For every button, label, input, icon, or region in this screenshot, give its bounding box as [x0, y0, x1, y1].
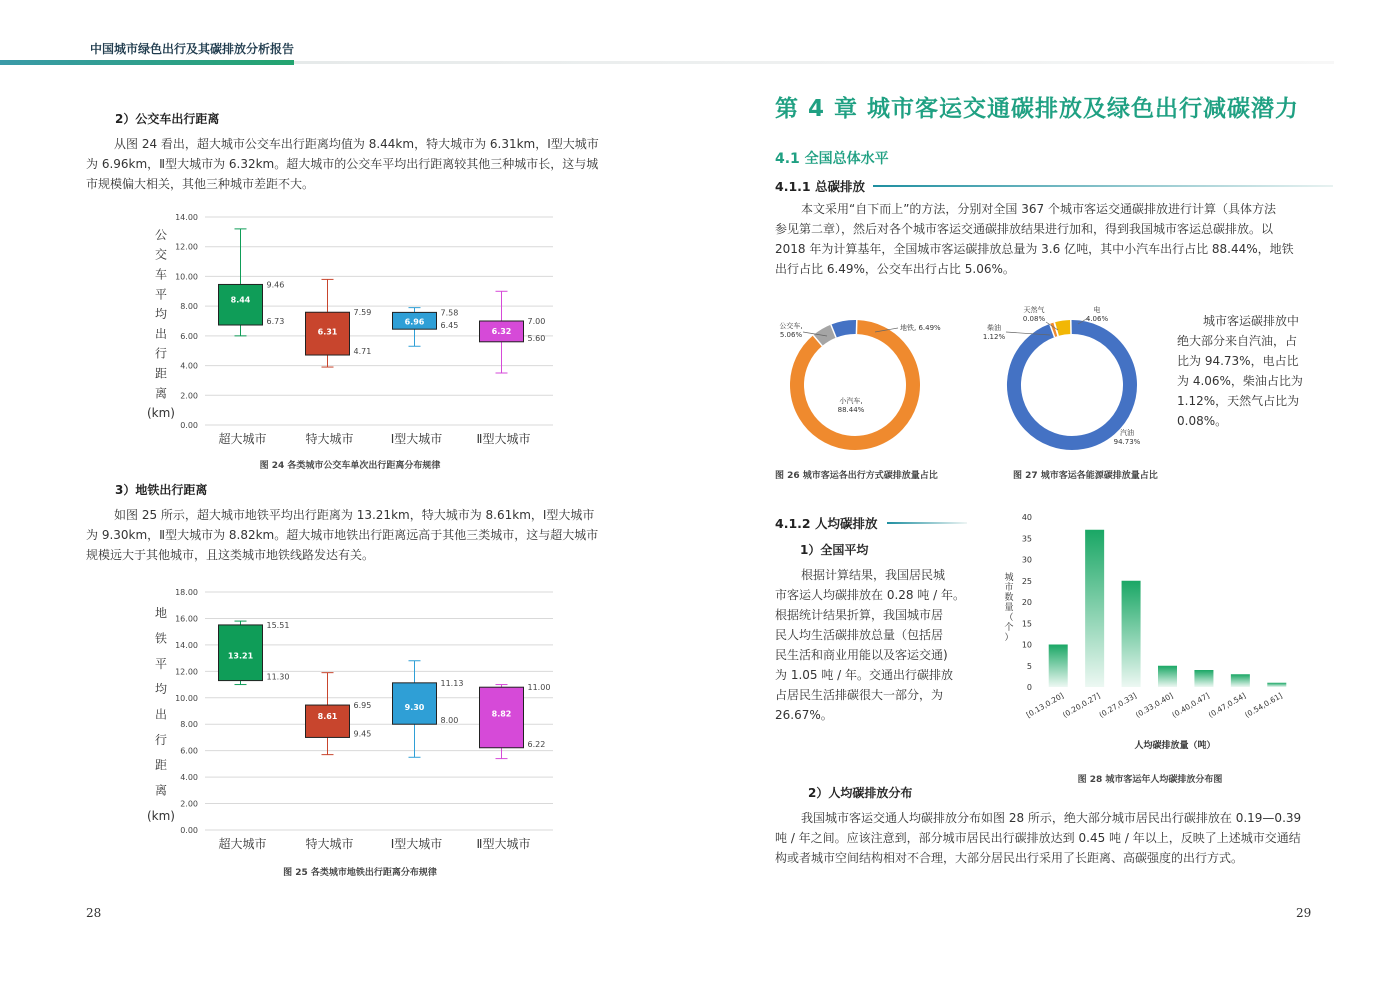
- y-axis-label-glyph: 行: [154, 346, 168, 361]
- slice-label-小汽车: 小汽车,: [839, 397, 863, 405]
- slice-label-电: 4.06%: [1085, 315, 1109, 323]
- metro-para-line-1: 如图 25 所示，超大城市地铁平均出行距离为 13.21km，特大城市为 8.61km，Ⅰ型大城市: [114, 508, 595, 522]
- dist-line-2: 吨 / 年之间。应该注意到，部分城市居民出行碳排放达到 0.45 吨 / 年以上，反映了上述城市交通结: [775, 831, 1301, 845]
- fig24-boxplot: [140, 205, 570, 450]
- y-axis-label-glyph: 距: [154, 758, 168, 773]
- slice-label-小汽车: 88.44%: [837, 406, 865, 414]
- x-category-label: 超大城市: [218, 432, 267, 446]
- pc-line-1: 根据计算结果，我国居民城: [801, 568, 946, 582]
- y-tick-label: 0.00: [180, 421, 198, 430]
- y-axis-label-glyph: 铁: [154, 631, 168, 646]
- slice-label-天然气: 天然气: [1023, 306, 1045, 314]
- section-4-1-title: 4.1 全国总体水平: [775, 151, 889, 167]
- q3-label: 11.13: [440, 678, 464, 688]
- y-tick-label: 30: [1021, 555, 1032, 565]
- fig26-caption: 图 26 城市客运各出行方式碳排放量占比: [775, 471, 938, 481]
- total-emission-paragraph: [775, 199, 1315, 279]
- y-axis-label-glyph: 车: [154, 267, 168, 282]
- box-1: [219, 284, 263, 325]
- slice-地铁: [833, 327, 856, 331]
- x-category-label: 超大城市: [218, 837, 267, 851]
- slice-label-天然气: 0.08%: [1022, 315, 1046, 323]
- y-axis-label-glyph: ）: [1004, 633, 1014, 643]
- slice-小汽车: [797, 327, 913, 443]
- fig25-caption: 图 25 各类城市地铁出行距离分布规律: [283, 868, 437, 878]
- per-capita-paragraph: [775, 565, 970, 725]
- y-tick-label: 0: [1026, 683, 1032, 692]
- y-axis-label-glyph: （: [1004, 613, 1014, 623]
- y-axis-label-glyph: 距: [154, 366, 168, 381]
- dist-line-3: 构或者城市空间结构相对不合理，大部分居民出行采用了长距离、高碳强度的出行方式。: [775, 851, 1244, 865]
- mean-label: 6.31: [317, 327, 338, 337]
- section-4-1-2-rule: [887, 522, 967, 524]
- mean-label: 6.32: [491, 327, 512, 337]
- x-category-label: (0.33,0.40]: [1133, 690, 1175, 720]
- slice-label-柴油: 1.12%: [982, 333, 1006, 341]
- y-tick-label: 10.00: [175, 693, 198, 703]
- slice-label-公交车: 5.06%: [779, 331, 803, 339]
- x-category-label: Ⅰ型大城市: [390, 837, 443, 851]
- x-category-label: Ⅱ型大城市: [476, 432, 531, 446]
- q3-label: 9.46: [266, 280, 285, 290]
- bar-6: [1231, 674, 1250, 687]
- y-tick-label: 4.00: [180, 773, 198, 783]
- box-2: [306, 705, 350, 737]
- y-axis-label-glyph: 行: [154, 732, 168, 747]
- metro-distance-paragraph: [86, 505, 626, 565]
- y-axis-label-glyph: 市: [1004, 583, 1014, 593]
- section-4-1-1-title: 4.1.1 总碳排放: [775, 179, 865, 194]
- header-rule: [294, 61, 1334, 64]
- y-tick-label: 0.00: [180, 826, 198, 835]
- x-category-label: [0.13,0.20]: [1024, 690, 1066, 720]
- y-axis-label-glyph: 量: [1004, 603, 1014, 613]
- q3-label: 7.59: [353, 308, 372, 318]
- energy-line-1: 城市客运碳排放中: [1203, 314, 1300, 328]
- slice-label-地铁: 地铁, 6.49%: [900, 324, 941, 332]
- y-tick-label: 2.00: [180, 391, 198, 401]
- x-category-label: 特大城市: [305, 837, 354, 851]
- energy-line-2: 绝大部分来自汽油，占: [1177, 334, 1298, 348]
- y-axis-label-glyph: 公: [154, 227, 168, 242]
- y-tick-label: 35: [1021, 534, 1032, 544]
- fig27-caption: 图 27 城市客运各能源碳排放量占比: [1013, 471, 1158, 481]
- national-average-title: 1）全国平均: [800, 543, 869, 557]
- y-axis-label-glyph: 数: [1004, 593, 1014, 603]
- y-tick-label: 10.00: [175, 272, 198, 282]
- y-axis-label-glyph: 平: [154, 656, 168, 671]
- x-category-label: 特大城市: [305, 432, 354, 446]
- metro-para-line-3: 规模远大于其他城市，且这类城市地铁线路发达有关。: [86, 548, 375, 562]
- q3-label: 15.51: [266, 620, 290, 630]
- y-axis-label-glyph: 均: [154, 307, 168, 322]
- total-para-line-2: 参见第二章），然后对各个城市客运交通碳排放结果进行加和，得到我国城市客运总碳排放。以: [775, 222, 1274, 236]
- slice-label-汽油: 汽油: [1120, 429, 1134, 437]
- x-category-label: (0.40,0.47]: [1170, 690, 1211, 720]
- y-tick-label: 18.00: [175, 588, 198, 597]
- y-axis-label-glyph: 均: [154, 682, 168, 697]
- q1-label: 9.45: [353, 729, 372, 739]
- y-axis-label-glyph: 个: [1004, 623, 1014, 633]
- x-category-label: Ⅱ型大城市: [476, 837, 531, 851]
- running-header: 中国城市绿色出行及其碳排放分析报告: [90, 42, 295, 56]
- x-axis-label: 人均碳排放量（吨）: [1134, 741, 1216, 751]
- q1-label: 4.71: [353, 347, 372, 357]
- q1-label: 6.73: [266, 317, 285, 327]
- y-axis-label-glyph: 平: [154, 287, 168, 302]
- chapter-title: 第 4 章 城市客运交通碳排放及绿色出行减碳潜力: [775, 96, 1300, 122]
- y-tick-label: 8.00: [180, 720, 198, 730]
- y-axis-label-glyph: 交: [154, 247, 168, 262]
- bus-distance-paragraph: [86, 134, 626, 194]
- y-tick-label: 8.00: [180, 302, 198, 312]
- bus-para-line-1: 从图 24 看出，超大城市公交车出行距离均值为 8.44km，特大城市为 6.31km，Ⅰ型大城市: [114, 137, 599, 151]
- bus-para-line-2: 为 6.96km，Ⅱ型大城市为 6.32km。超大城市的公交车平均出行距离较其他三种城市长，这与城: [86, 157, 599, 171]
- page-number-left: 28: [86, 906, 102, 920]
- section-4-1-2-title: 4.1.2 人均碳排放: [775, 516, 878, 531]
- slice-label-汽油: 94.73%: [1113, 438, 1141, 446]
- fig26-donut: [775, 300, 965, 460]
- dist-line-1: 我国城市客运交通人均碳排放分布如图 28 所示，绝大部分城市居民出行碳排放在 0.19—0.39: [801, 811, 1302, 825]
- mean-label: 13.21: [227, 651, 254, 661]
- x-category-label: (0.20,0.27]: [1061, 690, 1102, 720]
- y-axis-label-glyph: 离: [154, 386, 168, 401]
- energy-line-6: 0.08%。: [1177, 414, 1228, 428]
- y-tick-label: 6.00: [180, 746, 198, 756]
- bar-1: [1049, 645, 1068, 688]
- page-number-right: 29: [1296, 906, 1312, 920]
- bar-4: [1158, 666, 1177, 687]
- section-metro-distance-title: 3）地铁出行距离: [115, 483, 208, 497]
- y-tick-label: 20: [1021, 598, 1032, 607]
- fig28-bar-chart: [995, 505, 1315, 755]
- q1-label: 6.22: [527, 739, 546, 749]
- bar-5: [1194, 670, 1213, 687]
- x-category-label: (0.54,0.61]: [1243, 690, 1284, 720]
- pc-line-5: 民生活和商业用能以及客运交通): [775, 648, 948, 662]
- fig27-donut: [980, 300, 1170, 460]
- x-category-label: Ⅰ型大城市: [390, 432, 443, 446]
- y-tick-label: 25: [1021, 576, 1032, 586]
- pc-line-2: 市客运人均碳排放在 0.28 吨 / 年。: [775, 588, 966, 602]
- y-axis-label-glyph: (km): [146, 406, 176, 421]
- y-tick-label: 4.00: [180, 361, 198, 371]
- distribution-title: 2）人均碳排放分布: [808, 786, 913, 800]
- energy-line-3: 比为 94.73%，电占比: [1177, 354, 1299, 368]
- q1-label: 5.60: [527, 333, 546, 343]
- y-axis-label-glyph: (km): [146, 808, 176, 823]
- y-tick-label: 40: [1021, 513, 1032, 522]
- pc-line-6: 为 1.05 吨 / 年。交通出行碳排放: [775, 668, 954, 682]
- slice-汽油: [1014, 327, 1130, 443]
- fig24-caption: 图 24 各类城市公交车单次出行距离分布规律: [259, 461, 441, 471]
- x-category-label: (0.47,0.54]: [1206, 690, 1248, 720]
- slice-电: [1056, 327, 1071, 329]
- section-bus-distance-title: 2）公交车出行距离: [115, 112, 220, 126]
- y-axis-label-glyph: 出: [154, 707, 168, 722]
- slice-label-电: 电: [1093, 306, 1101, 314]
- header-accent-bar: [0, 60, 294, 65]
- x-category-label: (0.27,0.33]: [1097, 690, 1139, 720]
- q3-label: 7.58: [440, 308, 459, 318]
- y-axis-label-glyph: 城: [1004, 573, 1014, 583]
- q1-label: 8.00: [440, 716, 459, 726]
- pc-line-4: 民人均生活碳排放总量（包括居: [775, 628, 944, 642]
- pc-line-7: 占居民生活排碳很大一部分，为: [775, 688, 944, 702]
- bar-2: [1085, 530, 1104, 687]
- mean-label: 8.82: [491, 709, 512, 719]
- total-para-line-1: 本文采用“自下而上”的方法，分别对全国 367 个城市客运交通碳排放进行计算（具体方法: [801, 202, 1276, 216]
- distribution-paragraph: [775, 808, 1320, 868]
- y-tick-label: 12.00: [175, 242, 198, 252]
- y-tick-label: 14.00: [175, 640, 198, 650]
- q3-label: 11.00: [527, 683, 551, 693]
- slice-label-公交车: 公交车,: [779, 322, 803, 330]
- fig28-caption: 图 28 城市客运年人均碳排放分布图: [1077, 775, 1223, 785]
- energy-line-5: 1.12%，天然气占比为: [1177, 394, 1300, 408]
- total-para-line-3: 2018 年为计算基年，全国城市客运碳排放总量为 3.6 亿吨，其中小汽车出行占比 88.44%，地铁: [775, 242, 1294, 256]
- y-tick-label: 10: [1021, 640, 1032, 650]
- bar-7: [1267, 683, 1286, 687]
- bar-3: [1122, 581, 1141, 687]
- slice-label-柴油: 柴油: [987, 324, 1001, 332]
- q3-label: 7.00: [527, 317, 546, 326]
- energy-line-4: 为 4.06%，柴油占比为: [1177, 374, 1303, 388]
- mean-label: 9.30: [404, 703, 425, 713]
- y-axis-label-glyph: 地: [154, 606, 168, 621]
- y-tick-label: 2.00: [180, 799, 198, 809]
- pc-line-8: 26.67%。: [775, 708, 833, 722]
- q1-label: 11.30: [266, 672, 290, 682]
- mean-label: 8.61: [317, 712, 338, 722]
- metro-para-line-2: 为 9.30km，Ⅱ型大城市为 8.82km。超大城市地铁出行距离远高于其他三类城市，这与超大城市: [86, 528, 599, 542]
- section-4-1-1-rule: [873, 185, 1333, 187]
- mean-label: 8.44: [230, 295, 251, 305]
- y-tick-label: 12.00: [175, 667, 198, 677]
- y-tick-label: 16.00: [175, 614, 198, 624]
- energy-share-paragraph: [1177, 311, 1317, 431]
- y-tick-label: 6.00: [180, 331, 198, 341]
- bus-para-line-3: 市规模偏大相关，其他三种城市差距不大。: [86, 177, 315, 191]
- pc-line-3: 根据统计结果折算，我国城市居: [775, 608, 944, 622]
- fig25-boxplot: [140, 580, 570, 855]
- q1-label: 6.45: [440, 321, 459, 331]
- y-tick-label: 14.00: [175, 213, 198, 222]
- y-tick-label: 5: [1026, 661, 1032, 671]
- total-para-line-4: 出行占比 6.49%，公交车出行占比 5.06%。: [775, 262, 1015, 276]
- q3-label: 6.95: [353, 701, 372, 711]
- y-axis-label-glyph: 离: [154, 783, 168, 798]
- y-tick-label: 15: [1021, 619, 1032, 629]
- y-axis-label-glyph: 出: [154, 326, 168, 341]
- mean-label: 6.96: [404, 317, 425, 327]
